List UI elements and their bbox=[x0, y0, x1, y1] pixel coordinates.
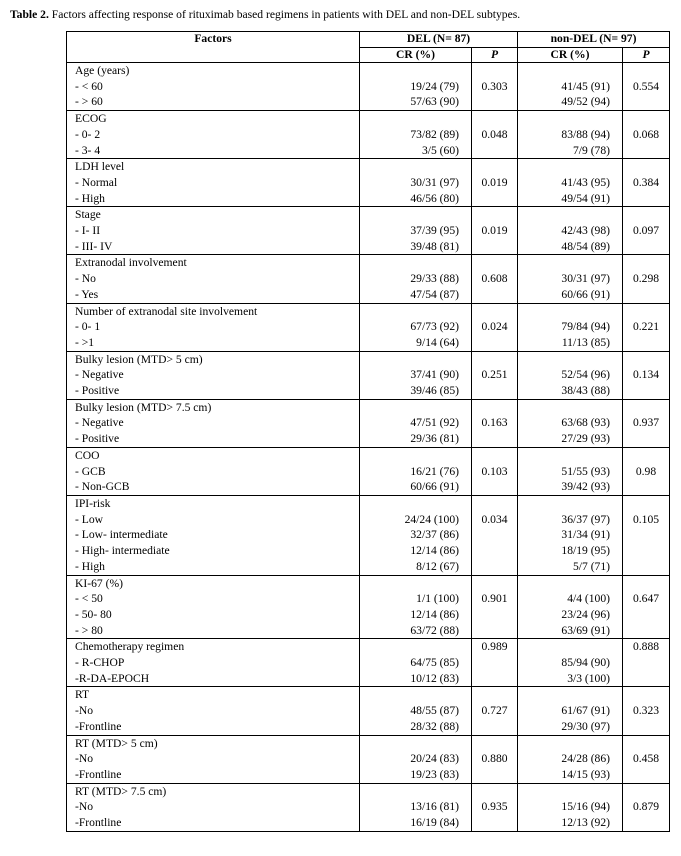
nondel-cr-cell bbox=[518, 255, 623, 303]
nondel-cr-cell bbox=[518, 575, 623, 639]
cr-value: 73/82 (89) bbox=[410, 127, 459, 141]
cr-value: 27/29 (93) bbox=[561, 432, 611, 446]
del-cr-cell bbox=[360, 735, 472, 783]
nondel-cr-cell bbox=[518, 111, 623, 159]
factor-name: Age (years) bbox=[75, 64, 130, 77]
cr-value: 3/3 (100) bbox=[567, 671, 611, 685]
table-body bbox=[67, 63, 670, 832]
factor-name: LDH level bbox=[75, 160, 125, 174]
cr-value: 49/54 (91) bbox=[561, 191, 611, 205]
factor-cell bbox=[67, 639, 360, 687]
cr-value: 19/24 (79) bbox=[410, 79, 459, 93]
p-value: 0.727 bbox=[481, 704, 508, 718]
cr-value: 57/63 (90) bbox=[410, 95, 459, 109]
cr-value: 63/69 (91) bbox=[561, 623, 611, 637]
p-value: 0.888 bbox=[632, 640, 660, 654]
cr-value: 39/46 (85) bbox=[410, 384, 459, 398]
cr-value: 38/43 (88) bbox=[561, 384, 611, 398]
nondel-p-cell bbox=[623, 207, 670, 255]
cr-value: 49/52 (94) bbox=[561, 95, 611, 109]
cr-value: 16/19 (84) bbox=[410, 816, 459, 830]
factor-cell bbox=[67, 207, 360, 255]
factor-name: Bulky lesion (MTD> 5 cm) bbox=[75, 352, 203, 366]
factor-level: - Low- intermediate bbox=[75, 528, 168, 542]
p-value: 0.303 bbox=[481, 79, 508, 93]
table-row bbox=[67, 255, 670, 303]
p-value: 0.935 bbox=[481, 800, 508, 814]
nondel-p-cell bbox=[623, 255, 670, 303]
cr-value: 7/9 (78) bbox=[572, 143, 611, 157]
del-cr-cell bbox=[360, 207, 472, 255]
factor-level: - Non-GCB bbox=[75, 480, 130, 494]
p-value: 0.163 bbox=[481, 416, 508, 430]
factor-name: COO bbox=[75, 448, 100, 462]
nondel-cr-cell bbox=[518, 351, 623, 399]
cr-value: 28/32 (88) bbox=[410, 719, 459, 733]
cr-value: 61/67 (91) bbox=[561, 704, 611, 718]
factor-level: - > 80 bbox=[75, 623, 103, 637]
nondel-cr-cell bbox=[518, 495, 623, 575]
header-del-cr: CR (%) bbox=[360, 47, 472, 63]
del-cr-cell bbox=[360, 447, 472, 495]
factor-level: -No bbox=[75, 752, 94, 766]
p-value: 0.068 bbox=[632, 127, 660, 141]
factor-level: - Positive bbox=[75, 384, 120, 398]
table-row bbox=[67, 639, 670, 687]
cr-value: 14/15 (93) bbox=[561, 767, 611, 781]
factor-level: - R-CHOP bbox=[75, 656, 125, 670]
table-row bbox=[67, 159, 670, 207]
cr-value: 48/55 (87) bbox=[410, 704, 459, 718]
cr-value: 29/36 (81) bbox=[410, 432, 459, 446]
del-cr-cell bbox=[360, 63, 472, 111]
cr-value: 47/51 (92) bbox=[410, 416, 459, 430]
del-p-cell bbox=[472, 687, 518, 735]
cr-value: 37/39 (95) bbox=[410, 224, 459, 238]
factor-level: -No bbox=[75, 800, 94, 814]
table-caption bbox=[10, 8, 670, 22]
cr-value: 24/24 (100) bbox=[404, 512, 459, 526]
del-cr-cell bbox=[360, 159, 472, 207]
p-value: 0.019 bbox=[481, 224, 508, 238]
factor-level: - GCB bbox=[75, 464, 106, 478]
cr-value: 41/45 (91) bbox=[561, 79, 611, 93]
cr-value: 9/14 (64) bbox=[416, 335, 459, 349]
nondel-cr-cell bbox=[518, 687, 623, 735]
p-value: 0.097 bbox=[632, 224, 660, 238]
table-row bbox=[67, 783, 670, 831]
p-value: 0.019 bbox=[481, 175, 508, 189]
p-value: 0.647 bbox=[632, 592, 660, 606]
cr-value: 85/94 (90) bbox=[561, 656, 611, 670]
nondel-cr-cell bbox=[518, 207, 623, 255]
table-row bbox=[67, 447, 670, 495]
cr-value: 12/14 (86) bbox=[410, 544, 459, 558]
p-value: 0.608 bbox=[481, 272, 508, 286]
cr-value: 3/5 (60) bbox=[421, 143, 459, 157]
p-value: 0.048 bbox=[481, 127, 508, 141]
cr-value: 48/54 (89) bbox=[561, 239, 611, 253]
factor-level: - < 50 bbox=[75, 592, 103, 606]
factor-level: - III- IV bbox=[75, 239, 113, 253]
del-p-cell bbox=[472, 207, 518, 255]
cr-value: 18/19 (95) bbox=[561, 544, 611, 558]
p-value: 0.134 bbox=[632, 368, 660, 382]
cr-value: 37/41 (90) bbox=[410, 368, 459, 382]
nondel-cr-cell bbox=[518, 447, 623, 495]
factor-cell bbox=[67, 687, 360, 735]
cr-value: 36/37 (97) bbox=[561, 512, 611, 526]
nondel-p-cell bbox=[623, 687, 670, 735]
table-row bbox=[67, 207, 670, 255]
table-row bbox=[67, 399, 670, 447]
cr-value: 29/33 (88) bbox=[410, 272, 459, 286]
nondel-p-cell bbox=[623, 63, 670, 111]
factor-name: ECOG bbox=[75, 112, 107, 126]
nondel-cr-cell bbox=[518, 399, 623, 447]
nondel-cr-cell bbox=[518, 303, 623, 351]
results-table bbox=[66, 31, 670, 832]
nondel-p-cell bbox=[623, 495, 670, 575]
cr-value: 32/37 (86) bbox=[410, 528, 459, 542]
cr-value: 60/66 (91) bbox=[561, 287, 611, 301]
cr-value: 24/28 (86) bbox=[561, 752, 611, 766]
factor-level: - Positive bbox=[75, 432, 120, 446]
cr-value: 4/4 (100) bbox=[567, 592, 611, 606]
p-value: 0.880 bbox=[481, 752, 508, 766]
p-value: 0.298 bbox=[632, 272, 660, 286]
factor-level: - Negative bbox=[75, 416, 124, 430]
factor-name: RT (MTD> 5 cm) bbox=[75, 736, 158, 750]
nondel-cr-cell bbox=[518, 735, 623, 783]
del-p-cell bbox=[472, 351, 518, 399]
factor-level: - < 60 bbox=[75, 79, 103, 93]
table-row bbox=[67, 575, 670, 639]
factor-level: - High bbox=[75, 559, 105, 573]
factor-level: - Yes bbox=[75, 287, 99, 301]
nondel-p-cell bbox=[623, 575, 670, 639]
p-value: 0.458 bbox=[632, 752, 660, 766]
cr-value: 30/31 (97) bbox=[410, 175, 459, 189]
table-row bbox=[67, 303, 670, 351]
factor-level: - > 60 bbox=[75, 95, 103, 109]
cr-value: 41/43 (95) bbox=[561, 175, 611, 189]
caption-text: Factors affecting response of rituximab based regimens in patients with DEL and non-DEL subtypes. bbox=[51, 8, 521, 21]
cr-value: 51/55 (93) bbox=[561, 464, 611, 478]
cr-value: 60/66 (91) bbox=[410, 480, 459, 494]
p-value: 0.251 bbox=[481, 368, 508, 382]
factor-level: - I- II bbox=[75, 224, 101, 238]
table-row bbox=[67, 495, 670, 575]
cr-value: 11/13 (85) bbox=[561, 335, 611, 349]
factor-level: - >1 bbox=[75, 335, 95, 349]
nondel-cr-cell bbox=[518, 63, 623, 111]
cr-value: 29/30 (97) bbox=[561, 719, 611, 733]
cr-value: 12/13 (92) bbox=[561, 816, 611, 830]
p-value: 0.554 bbox=[632, 79, 660, 93]
nondel-p-cell bbox=[623, 159, 670, 207]
p-value: 0.901 bbox=[481, 592, 508, 606]
factor-level: - 0- 2 bbox=[75, 127, 101, 141]
factor-level: - 0- 1 bbox=[75, 320, 101, 334]
cr-value: 12/14 (86) bbox=[410, 607, 459, 621]
del-p-cell bbox=[472, 783, 518, 831]
del-cr-cell bbox=[360, 303, 472, 351]
caption-label: Table 2. bbox=[10, 8, 49, 21]
factor-name: Chemotherapy regimen bbox=[75, 640, 185, 654]
factor-cell bbox=[67, 63, 360, 111]
cr-value: 8/12 (67) bbox=[416, 559, 459, 573]
header-nondel-group: non-DEL (N= 97) bbox=[518, 32, 670, 48]
p-value: 0.024 bbox=[481, 320, 508, 334]
factor-name: RT (MTD> 7.5 cm) bbox=[75, 784, 167, 798]
cr-value: 23/24 (96) bbox=[561, 607, 611, 621]
factor-level: - High- intermediate bbox=[75, 544, 170, 558]
p-value: 0.989 bbox=[481, 640, 508, 654]
factor-cell bbox=[67, 495, 360, 575]
del-p-cell bbox=[472, 495, 518, 575]
factor-name: Bulky lesion (MTD> 7.5 cm) bbox=[75, 400, 212, 414]
nondel-p-cell bbox=[623, 399, 670, 447]
cr-value: 31/34 (91) bbox=[561, 528, 611, 542]
del-p-cell bbox=[472, 111, 518, 159]
nondel-cr-cell bbox=[518, 159, 623, 207]
nondel-p-cell bbox=[623, 447, 670, 495]
cr-value: 46/56 (80) bbox=[410, 191, 459, 205]
table-row bbox=[67, 63, 670, 111]
del-p-cell bbox=[472, 575, 518, 639]
cr-value: 64/75 (85) bbox=[410, 656, 459, 670]
del-cr-cell bbox=[360, 495, 472, 575]
table-row bbox=[67, 687, 670, 735]
header-nondel-p: P bbox=[623, 47, 670, 63]
factor-level: -Frontline bbox=[75, 767, 122, 781]
factor-cell bbox=[67, 255, 360, 303]
cr-value: 67/73 (92) bbox=[410, 320, 459, 334]
factor-cell bbox=[67, 351, 360, 399]
nondel-p-cell bbox=[623, 351, 670, 399]
del-p-cell bbox=[472, 399, 518, 447]
nondel-p-cell bbox=[623, 639, 670, 687]
nondel-p-cell bbox=[623, 783, 670, 831]
factor-level: - Low bbox=[75, 512, 104, 526]
cr-value: 52/54 (96) bbox=[561, 368, 611, 382]
cr-value: 47/54 (87) bbox=[410, 287, 459, 301]
cr-value: 20/24 (83) bbox=[410, 752, 459, 766]
nondel-p-cell bbox=[623, 303, 670, 351]
cr-value: 19/23 (83) bbox=[410, 767, 459, 781]
nondel-p-cell bbox=[623, 735, 670, 783]
factor-level: -Frontline bbox=[75, 719, 122, 733]
cr-value: 1/1 (100) bbox=[416, 592, 459, 606]
cr-value: 39/48 (81) bbox=[410, 239, 459, 253]
cr-value: 5/7 (71) bbox=[572, 559, 611, 573]
p-value: 0.105 bbox=[632, 512, 660, 526]
del-cr-cell bbox=[360, 255, 472, 303]
factor-level: -R-DA-EPOCH bbox=[75, 671, 150, 685]
factor-cell bbox=[67, 783, 360, 831]
factor-cell bbox=[67, 111, 360, 159]
factor-name: Stage bbox=[75, 208, 101, 222]
p-value: 0.221 bbox=[632, 320, 660, 334]
factor-level: - No bbox=[75, 272, 96, 286]
header-del-p: P bbox=[472, 47, 518, 63]
cr-value: 42/43 (98) bbox=[561, 224, 611, 238]
factor-cell bbox=[67, 159, 360, 207]
p-value: 0.103 bbox=[481, 464, 508, 478]
p-value: 0.879 bbox=[632, 800, 660, 814]
factor-level: -Frontline bbox=[75, 816, 122, 830]
factor-name: RT bbox=[75, 688, 90, 702]
del-p-cell bbox=[472, 63, 518, 111]
del-p-cell bbox=[472, 255, 518, 303]
cr-value: 30/31 (97) bbox=[561, 272, 611, 286]
table-row bbox=[67, 111, 670, 159]
factor-level: - Normal bbox=[75, 175, 118, 189]
factor-cell bbox=[67, 399, 360, 447]
header-nondel-cr: CR (%) bbox=[518, 47, 623, 63]
header-factors: Factors bbox=[67, 32, 360, 63]
factor-name: IPI-risk bbox=[75, 496, 111, 510]
cr-value: 39/42 (93) bbox=[561, 480, 611, 494]
cr-value: 13/16 (81) bbox=[410, 800, 459, 814]
del-cr-cell bbox=[360, 399, 472, 447]
p-value: 0.98 bbox=[635, 464, 657, 478]
factor-level: - 3- 4 bbox=[75, 143, 101, 157]
factor-name: Extranodal involvement bbox=[75, 256, 187, 270]
p-value: 0.034 bbox=[481, 512, 508, 526]
factor-level: - Negative bbox=[75, 368, 124, 382]
nondel-p-cell bbox=[623, 111, 670, 159]
factor-cell bbox=[67, 303, 360, 351]
del-cr-cell bbox=[360, 783, 472, 831]
factor-level: - High bbox=[75, 191, 105, 205]
cr-value: 63/68 (93) bbox=[561, 416, 611, 430]
factor-name: KI-67 (%) bbox=[75, 576, 123, 590]
factor-name: Number of extranodal site involvement bbox=[75, 304, 258, 318]
nondel-cr-cell bbox=[518, 783, 623, 831]
table-row bbox=[67, 351, 670, 399]
factor-level: -No bbox=[75, 704, 94, 718]
del-cr-cell bbox=[360, 351, 472, 399]
del-cr-cell bbox=[360, 687, 472, 735]
cr-value: 83/88 (94) bbox=[561, 127, 611, 141]
p-value: 0.937 bbox=[632, 416, 660, 430]
nondel-cr-cell bbox=[518, 639, 623, 687]
del-p-cell bbox=[472, 639, 518, 687]
cr-value: 10/12 (83) bbox=[410, 671, 459, 685]
cr-value: 16/21 (76) bbox=[410, 464, 459, 478]
del-cr-cell bbox=[360, 575, 472, 639]
p-value: 0.323 bbox=[632, 704, 660, 718]
cr-value: 79/84 (94) bbox=[561, 320, 611, 334]
del-p-cell bbox=[472, 159, 518, 207]
del-p-cell bbox=[472, 735, 518, 783]
del-cr-cell bbox=[360, 639, 472, 687]
p-value: 0.384 bbox=[632, 175, 660, 189]
table-row bbox=[67, 735, 670, 783]
cr-value: 15/16 (94) bbox=[561, 800, 611, 814]
del-p-cell bbox=[472, 447, 518, 495]
factor-cell bbox=[67, 447, 360, 495]
del-p-cell bbox=[472, 303, 518, 351]
factor-level: - 50- 80 bbox=[75, 607, 112, 621]
factor-cell bbox=[67, 575, 360, 639]
header-del-group: DEL (N= 87) bbox=[360, 32, 518, 48]
del-cr-cell bbox=[360, 111, 472, 159]
cr-value: 63/72 (88) bbox=[410, 623, 459, 637]
factor-cell bbox=[67, 735, 360, 783]
